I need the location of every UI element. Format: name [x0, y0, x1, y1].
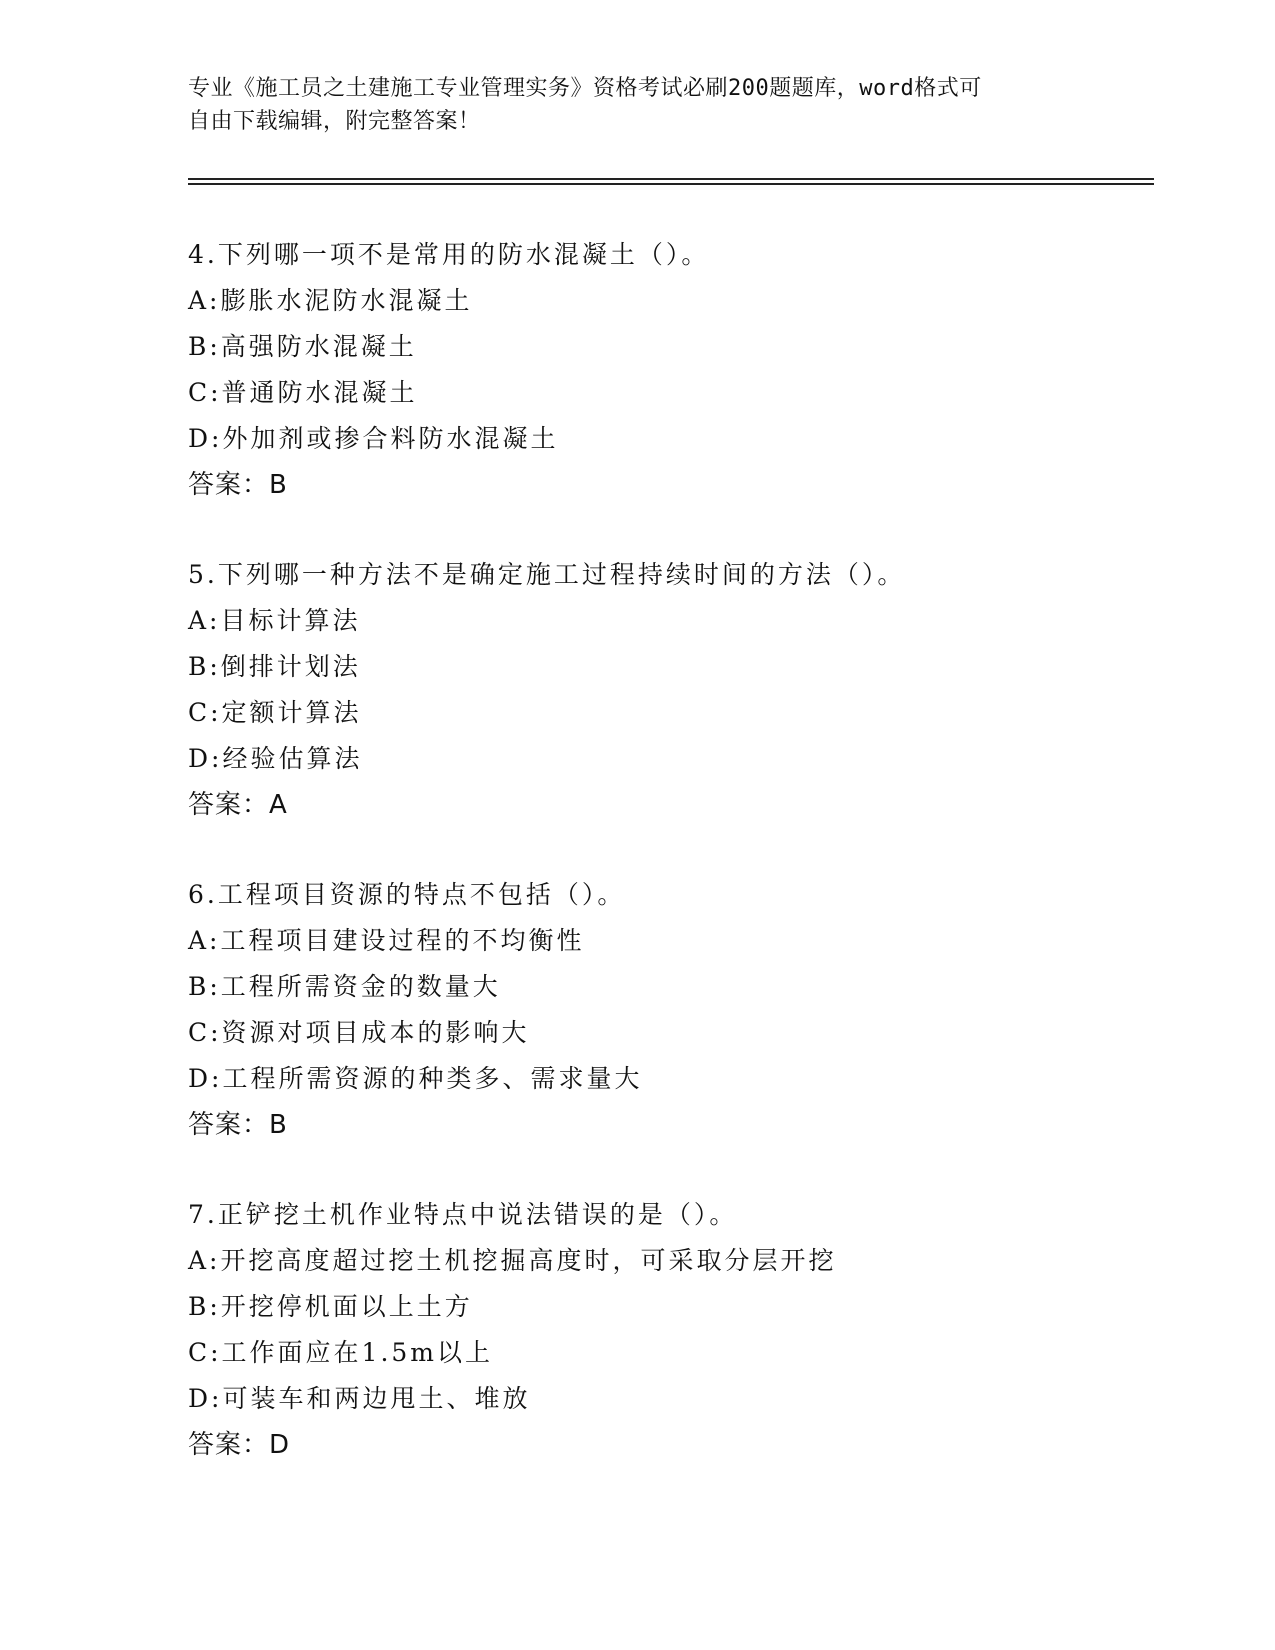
header-divider-bottom [188, 183, 1154, 185]
option-d: D:外加剂或掺合料防水混凝土 [188, 424, 559, 453]
question-title: 6.工程项目资源的特点不包括（）。 [188, 880, 626, 909]
answer-line: 答案：B [188, 470, 288, 500]
header-line-2: 自由下载编辑，附完整答案！ [188, 109, 481, 134]
question-title: 5.下列哪一种方法不是确定施工过程持续时间的方法（）。 [188, 560, 906, 589]
answer-line: 答案：B [188, 1110, 288, 1140]
option-a: A:工程项目建设过程的不均衡性 [188, 926, 585, 955]
option-a: A:目标计算法 [188, 606, 361, 635]
option-c: C:普通防水混凝土 [188, 378, 418, 407]
option-b: B:高强防水混凝土 [188, 332, 417, 361]
option-b: B:工程所需资金的数量大 [188, 972, 501, 1001]
option-c: C:定额计算法 [188, 698, 362, 727]
question-4 [188, 232, 1148, 552]
document-header [188, 72, 1088, 138]
question-7 [188, 1192, 1148, 1512]
answer-line: 答案：A [188, 790, 288, 820]
question-list [188, 232, 1148, 1512]
option-a: A:膨胀水泥防水混凝土 [188, 286, 473, 315]
header-line-1: 专业《施工员之土建施工专业管理实务》资格考试必刷200题题库，word格式可 [188, 76, 982, 101]
question-6 [188, 872, 1148, 1192]
option-c: C:资源对项目成本的影响大 [188, 1018, 530, 1047]
question-5 [188, 552, 1148, 872]
option-b: B:开挖停机面以上土方 [188, 1292, 473, 1321]
option-d: D:工程所需资源的种类多、需求量大 [188, 1064, 643, 1093]
question-title: 7.正铲挖土机作业特点中说法错误的是（）。 [188, 1200, 738, 1229]
option-d: D:可装车和两边甩土、堆放 [188, 1384, 531, 1413]
question-title: 4.下列哪一项不是常用的防水混凝土（）。 [188, 240, 710, 269]
option-a: A:开挖高度超过挖土机挖掘高度时，可采取分层开挖 [188, 1246, 837, 1275]
header-divider-top [188, 178, 1154, 180]
option-c: C:工作面应在1.5m以上 [188, 1338, 494, 1367]
answer-line: 答案：D [188, 1430, 291, 1460]
option-d: D:经验估算法 [188, 744, 363, 773]
option-b: B:倒排计划法 [188, 652, 361, 681]
